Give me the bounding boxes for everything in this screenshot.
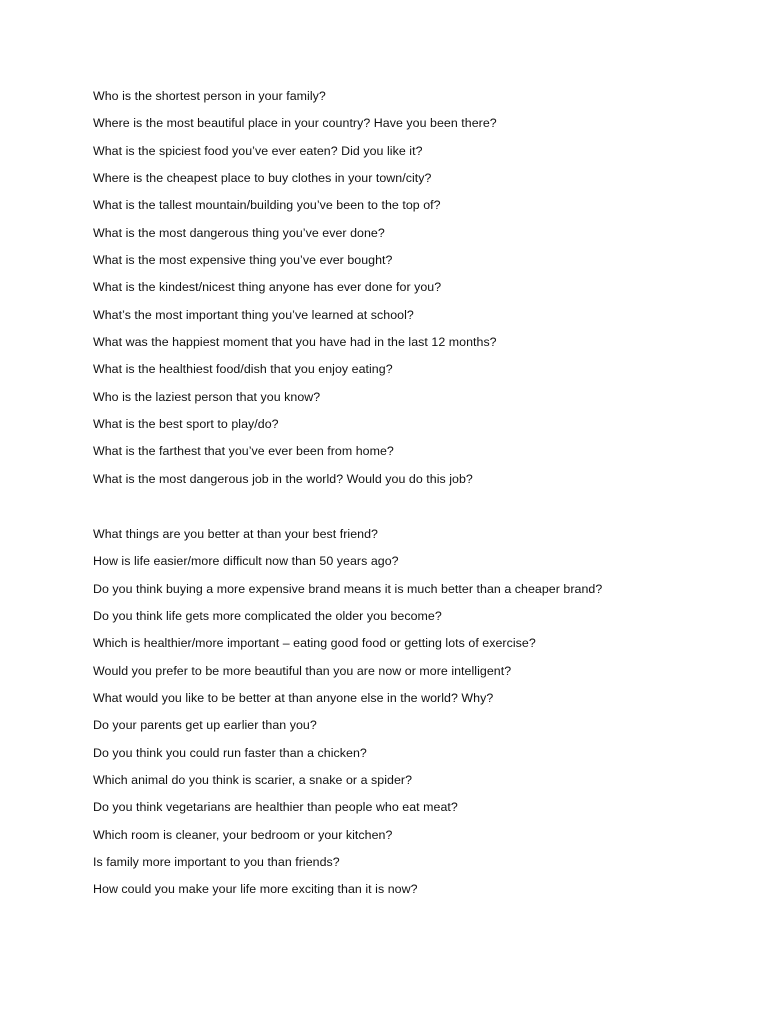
question-item: Where is the most beautiful place in your country? Have you been there? <box>93 116 497 131</box>
question-item: Which animal do you think is scarier, a snake or a spider? <box>93 773 413 788</box>
question-item: Do you think life gets more complicated the older you become? <box>93 609 442 624</box>
question-item: Which is healthier/more important – eating good food or getting lots of exercise? <box>93 636 536 651</box>
question-item: What is the tallest mountain/building you’ve been to the top of? <box>93 198 441 213</box>
question-item: Who is the shortest person in your family? <box>93 89 326 103</box>
question-item: What would you like to be better at than anyone else in the world? Why? <box>93 691 494 706</box>
question-item: What is the farthest that you’ve ever been from home? <box>93 444 394 459</box>
question-item: Do your parents get up earlier than you? <box>93 718 317 733</box>
question-item: Do you think buying a more expensive brand means it is much better than a cheaper brand? <box>93 581 603 596</box>
question-item: What is the best sport to play/do? <box>93 417 279 432</box>
question-item: Would you prefer to be more beautiful than you are now or more intelligent? <box>93 663 512 678</box>
question-item: How could you make your life more exciting than it is now? <box>93 882 418 897</box>
question-item: What is the kindest/nicest thing anyone has ever done for you? <box>93 280 442 295</box>
question-item: What is the most dangerous job in the world? Would you do this job? <box>93 471 473 486</box>
question-item: Do you think you could run faster than a chicken? <box>93 745 367 760</box>
question-item: What’s the most important thing you’ve learned at school? <box>93 307 414 322</box>
question-item: Which room is cleaner, your bedroom or your kitchen? <box>93 827 393 842</box>
question-item: What was the happiest moment that you have had in the last 12 months? <box>93 335 497 350</box>
question-item: Who is the laziest person that you know? <box>93 389 321 404</box>
question-item: Is family more important to you than friends? <box>93 855 340 870</box>
question-item: What is the most expensive thing you’ve ever bought? <box>93 253 393 268</box>
question-item: What is the healthiest food/dish that you enjoy eating? <box>93 362 393 377</box>
question-item: Where is the cheapest place to buy clothes in your town/city? <box>93 171 432 186</box>
question-item: How is life easier/more difficult now than 50 years ago? <box>93 554 399 569</box>
question-item: What things are you better at than your best friend? <box>93 527 378 541</box>
question-item: What is the spiciest food you’ve ever eaten? Did you like it? <box>93 143 423 158</box>
question-item: Do you think vegetarians are healthier than people who eat meat? <box>93 800 458 815</box>
question-item: What is the most dangerous thing you’ve ever done? <box>93 225 385 240</box>
superlatives-question-list <box>93 85 743 495</box>
comparatives-question-list <box>93 523 743 906</box>
